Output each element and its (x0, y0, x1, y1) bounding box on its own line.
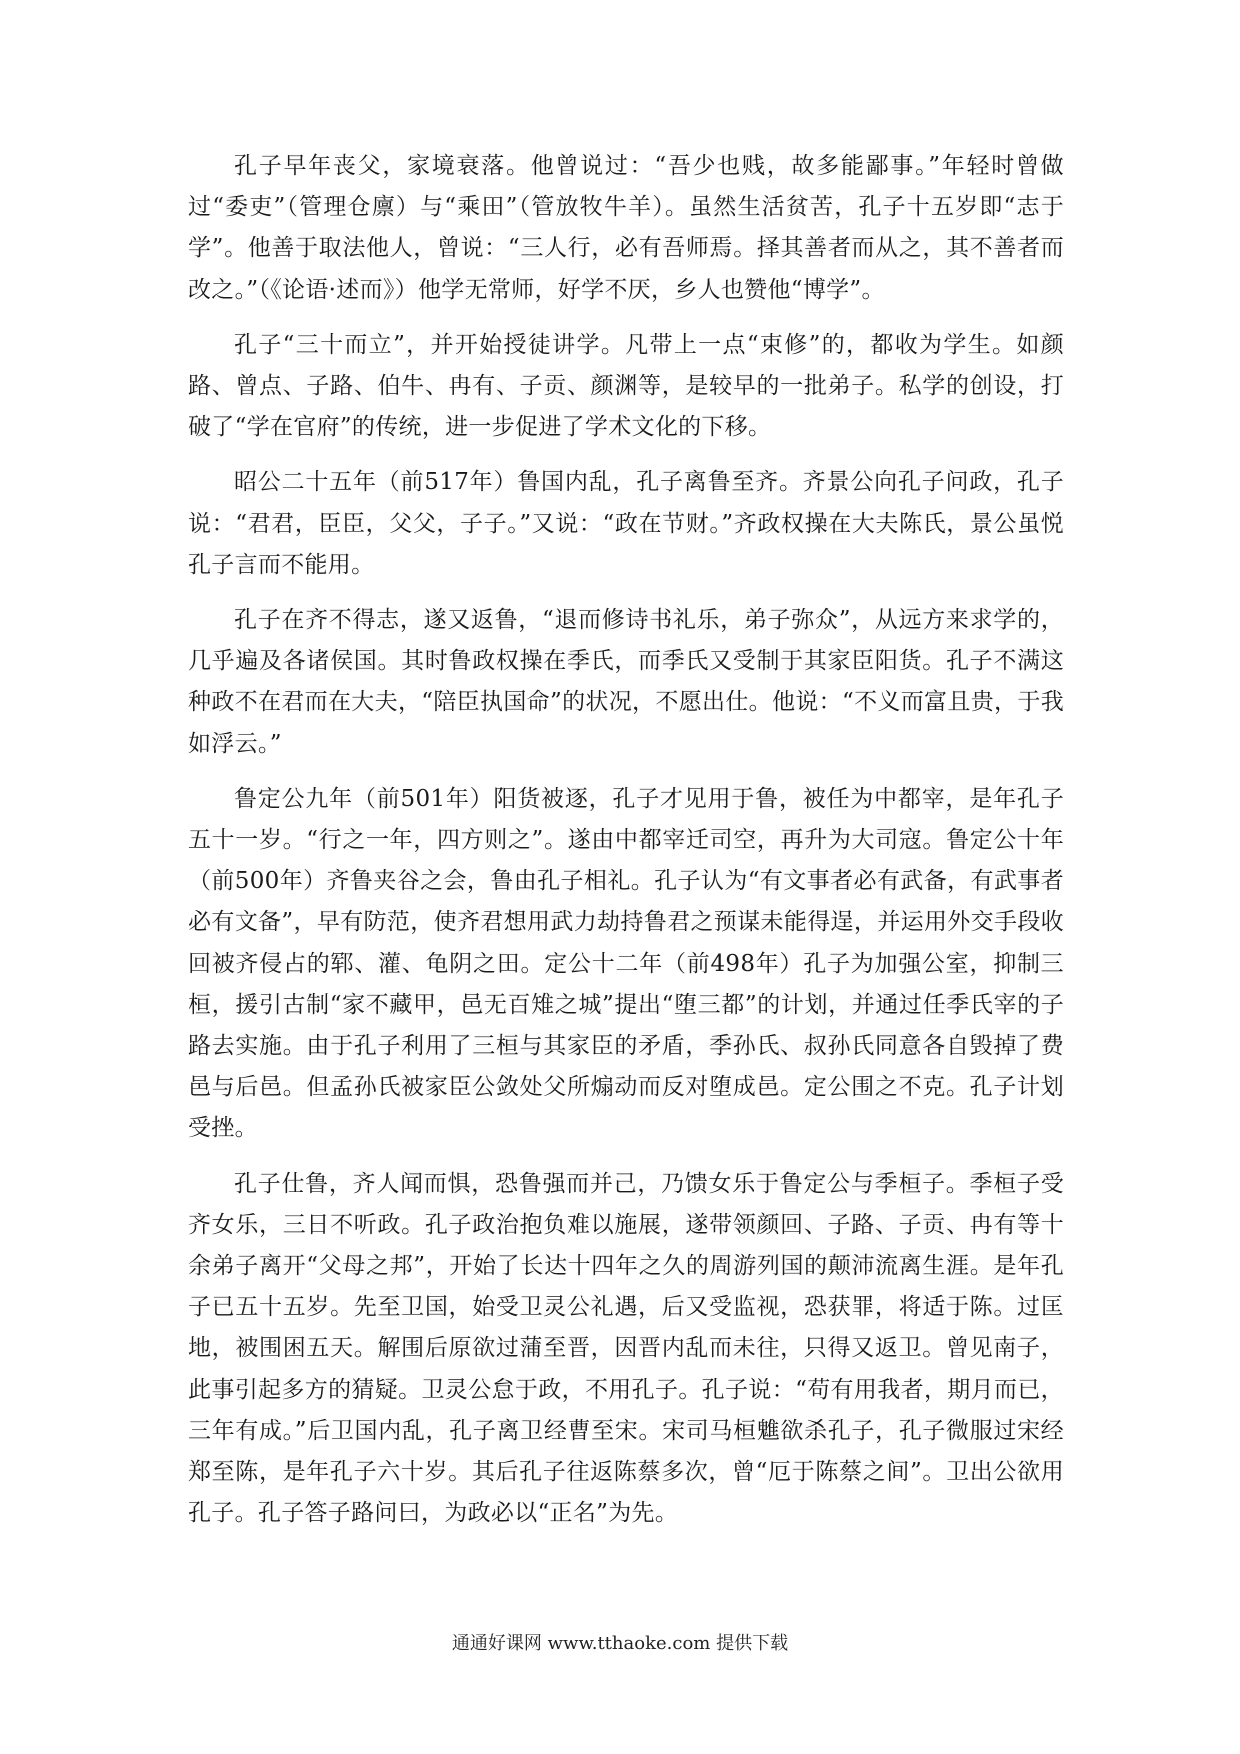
paragraph-5: 鲁定公九年（前501年）阳货被逐，孔子才见用于鲁，被任为中都宰，是年孔子五十一岁。“行之一年，四方则之”。遂由中都宰迁司空，再升为大司寇。鲁定公十年（前500年）齐鲁夹谷之会，鲁由孔子相礼。孔子认为“有文事者必有武备，有武事者必有文备”，早有防范，使齐君想用武力劫持鲁君之预谋未能得逞，并运用外交手段收回被齐侵占的郓、灌、龟阴之田。定公十二年（前498年）孔子为加强公室，抑制三桓，援引古制“家不藏甲，邑无百雉之城”提出“堕三都”的计划，并通过任季氏宰的子路去实施。由于孔子利用了三桓与其家臣的矛盾，季孙氏、叔孙氏同意各自毁掉了费邑与后邑。但孟孙氏被家臣公敛处父所煽动而反对堕成邑。定公围之不克。孔子计划受挫。 (188, 785, 1064, 1142)
page-footer: 通通好课网 www.tthaoke.com 提供下载 (451, 1633, 789, 1654)
body-text (188, 146, 1064, 1549)
paragraph-2: 孔子“三十而立”，并开始授徒讲学。凡带上一点“束修”的，都收为学生。如颜路、曾点、子路、伯牛、冉有、子贡、颜渊等，是较早的一批弟子。私学的创设，打破了“学在官府”的传统，进一步促进了学术文化的下移。 (188, 331, 1064, 441)
paragraph-3: 昭公二十五年（前517年）鲁国内乱，孔子离鲁至齐。齐景公向孔子问政，孔子说：“君君，臣臣，父父，子子。”又说：“政在节财。”齐政权操在大夫陈氏，景公虽悦孔子言而不能用。 (188, 469, 1064, 578)
paragraph-6: 孔子仕鲁，齐人闻而惧，恐鲁强而并己，乃馈女乐于鲁定公与季桓子。季桓子受齐女乐，三日不听政。孔子政治抱负难以施展，遂带领颜回、子路、子贡、冉有等十余弟子离开“父母之邦”，开始了长达十四年之久的周游列国的颠沛流离生涯。是年孔子已五十五岁。先至卫国，始受卫灵公礼遇，后又受监视，恐获罪，将适于陈。过匡地，被围困五天。解围后原欲过蒲至晋，因晋内乱而未往，只得又返卫。曾见南子，此事引起多方的猜疑。卫灵公怠于政，不用孔子。孔子说：“苟有用我者，期月而已，三年有成。”后卫国内乱，孔子离卫经曹至宋。宋司马桓魋欲杀孔子，孔子微服过宋经郑至陈，是年孔子六十岁。其后孔子往返陈蔡多次，曾“厄于陈蔡之间”。卫出公欲用孔子。孔子答子路问曰，为政必以“正名”为先。 (188, 1170, 1064, 1527)
paragraph-1: 孔子早年丧父，家境衰落。他曾说过：“吾少也贱，故多能鄙事。”年轻时曾做过“委吏”（管理仓廪）与“乘田”（管放牧牛羊）。虽然生活贫苦，孔子十五岁即“志于学”。他善于取法他人，曾说：“三人行，必有吾师焉。择其善者而从之，其不善者而改之。”（《论语·述而》）他学无常师，好学不厌，乡人也赞他“博学”。 (188, 153, 1064, 303)
paragraph-4: 孔子在齐不得志，遂又返鲁，“退而修诗书礼乐，弟子弥众”，从远方来求学的，几乎遍及各诸侯国。其时鲁政权操在季氏，而季氏又受制于其家臣阳货。孔子不满这种政不在君而在大夫，“陪臣执国命”的状况，不愿出仕。他说：“不义而富且贵，于我如浮云。” (188, 607, 1064, 757)
